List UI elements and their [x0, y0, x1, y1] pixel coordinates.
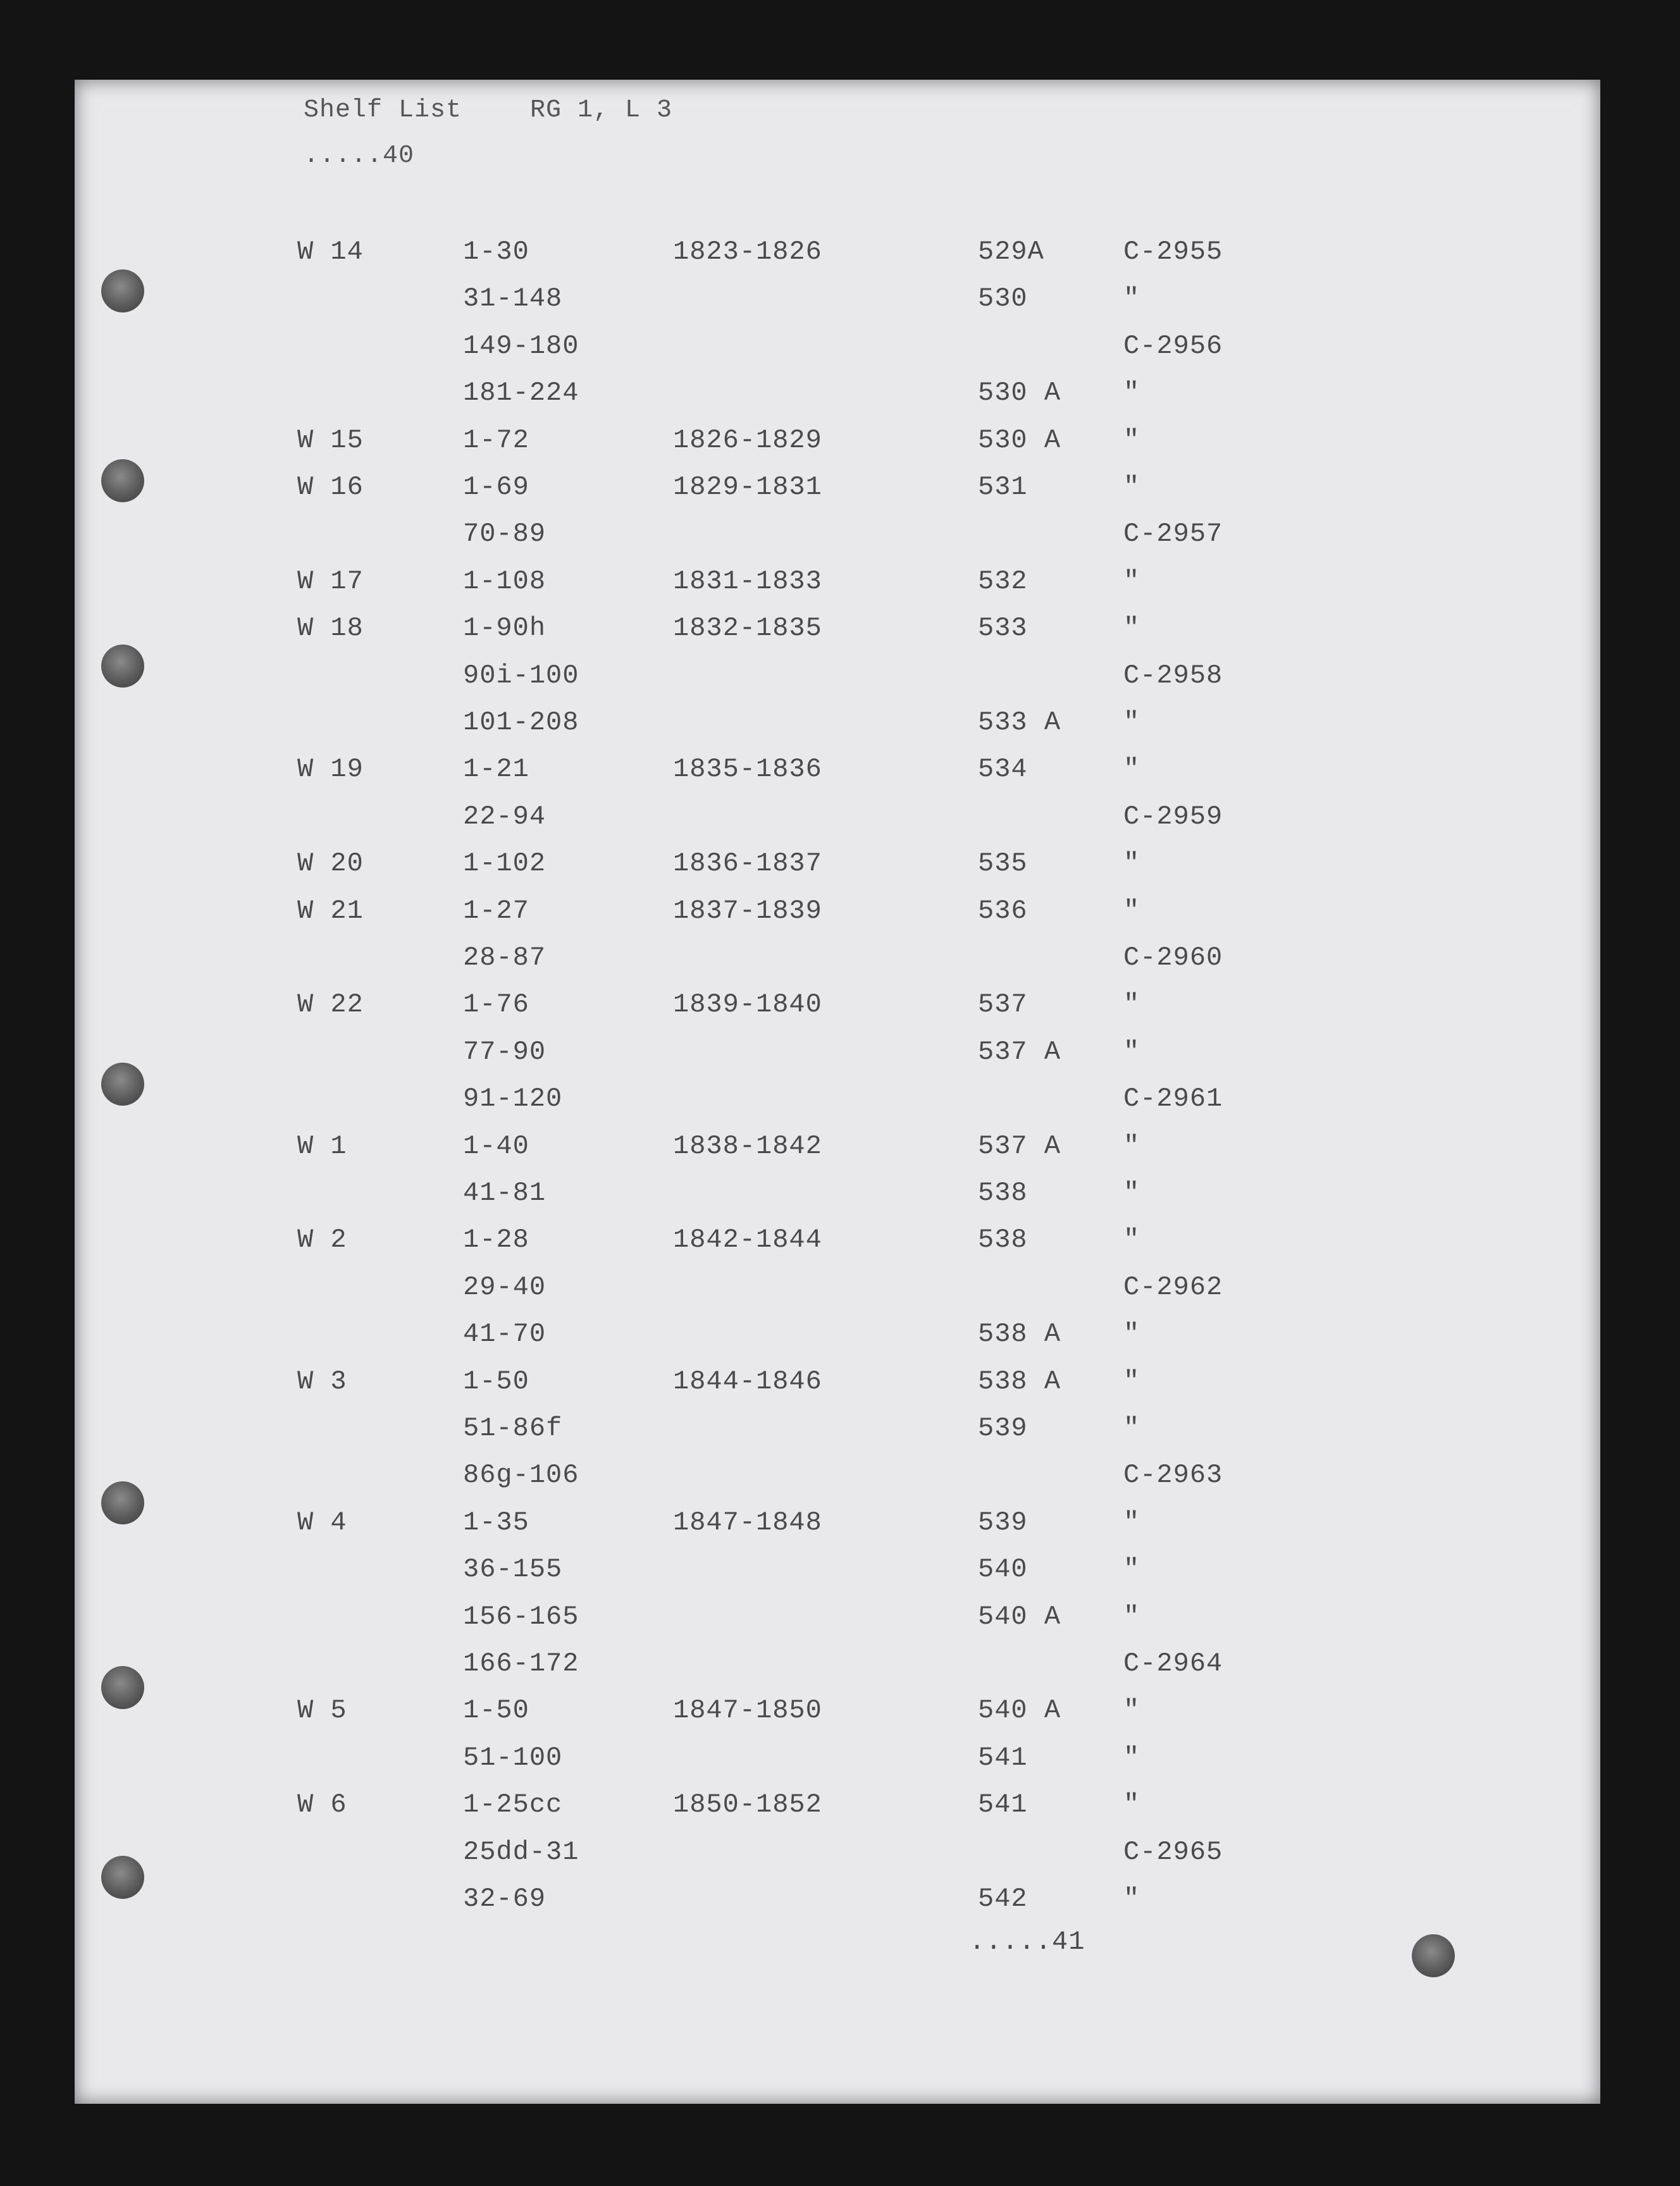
table-row: [75, 283, 1600, 321]
reel-number: C-2958: [1123, 660, 1223, 691]
document-page: [75, 80, 1600, 2104]
reel-number: C-2964: [1123, 1648, 1223, 1679]
item-range: 1-50: [463, 1366, 529, 1397]
shelf-list-title: Shelf List: [304, 96, 462, 125]
item-range: 51-100: [463, 1742, 563, 1773]
item-range: 1-35: [463, 1507, 529, 1538]
item-range: 1-21: [463, 754, 529, 785]
reel-number: ": [1123, 283, 1140, 314]
table-row: [75, 1272, 1600, 1310]
table-row: [75, 1084, 1600, 1121]
year-range: 1842-1844: [673, 1225, 822, 1256]
item-range: 36-155: [463, 1554, 563, 1585]
item-range: 91-120: [463, 1084, 563, 1115]
reel-number: ": [1123, 1413, 1140, 1443]
reel-number: C-2963: [1123, 1460, 1223, 1491]
volume-label: W 15: [297, 424, 364, 455]
table-row: [75, 848, 1600, 886]
reel-number: ": [1123, 1319, 1140, 1350]
box-number: 529A: [978, 237, 1044, 267]
item-range: 29-40: [463, 1271, 547, 1302]
reel-number: ": [1123, 1554, 1140, 1585]
table-row: [75, 1884, 1600, 1922]
box-number: 542: [978, 1884, 1028, 1914]
table-row: [75, 1602, 1600, 1640]
year-range: 1847-1848: [673, 1507, 822, 1538]
reel-number: C-2962: [1123, 1271, 1223, 1302]
punch-hole: [1412, 1934, 1455, 1977]
next-page-reference: .....41: [969, 1927, 1085, 1957]
item-range: 1-108: [463, 565, 547, 596]
reel-number: ": [1123, 1225, 1140, 1256]
box-number: 530 A: [978, 378, 1061, 409]
table-row: [75, 660, 1600, 698]
box-number: 534: [978, 754, 1028, 785]
reel-number: C-2956: [1123, 330, 1223, 361]
year-range: 1844-1846: [673, 1366, 822, 1397]
table-row: [75, 801, 1600, 839]
reel-number: ": [1123, 754, 1140, 785]
item-range: 32-69: [463, 1884, 547, 1914]
table-row: [75, 331, 1600, 369]
item-range: 1-90h: [463, 613, 547, 644]
year-range: 1850-1852: [673, 1789, 822, 1820]
year-range: 1823-1826: [673, 237, 822, 267]
box-number: 538: [978, 1178, 1028, 1208]
table-row: [75, 1554, 1600, 1592]
reel-number: C-2961: [1123, 1084, 1223, 1115]
item-range: 1-72: [463, 424, 529, 455]
box-number: 539: [978, 1507, 1028, 1538]
item-range: 28-87: [463, 942, 547, 973]
item-range: 166-172: [463, 1648, 579, 1679]
item-range: 1-28: [463, 1225, 529, 1256]
reel-number: ": [1123, 1695, 1140, 1726]
table-row: [75, 237, 1600, 275]
reel-number: ": [1123, 1130, 1140, 1161]
reel-number: ": [1123, 424, 1140, 455]
table-row: [75, 613, 1600, 651]
item-range: 77-90: [463, 1036, 547, 1067]
table-row: [75, 1789, 1600, 1827]
reel-number: ": [1123, 895, 1140, 926]
box-number: 537 A: [978, 1036, 1061, 1067]
box-number: 530 A: [978, 424, 1061, 455]
reel-number: ": [1123, 613, 1140, 644]
table-row: [75, 1225, 1600, 1263]
table-row: [75, 1319, 1600, 1357]
reel-number: C-2955: [1123, 237, 1223, 267]
year-range: 1836-1837: [673, 848, 822, 879]
reel-number: ": [1123, 472, 1140, 502]
table-row: [75, 519, 1600, 557]
reel-number: ": [1123, 1742, 1140, 1773]
box-number: 533: [978, 613, 1028, 644]
reel-number: ": [1123, 1366, 1140, 1397]
volume-label: W 22: [297, 989, 364, 1020]
box-number: 538: [978, 1225, 1028, 1256]
box-number: 537: [978, 989, 1028, 1020]
volume-label: W 16: [297, 472, 364, 502]
box-number: 540: [978, 1554, 1028, 1585]
table-row: [75, 566, 1600, 604]
box-number: 535: [978, 848, 1028, 879]
volume-label: W 2: [297, 1225, 347, 1256]
box-number: 540 A: [978, 1695, 1061, 1726]
item-range: 101-208: [463, 707, 579, 738]
year-range: 1831-1833: [673, 565, 822, 596]
item-range: 1-69: [463, 472, 529, 502]
year-range: 1837-1839: [673, 895, 822, 926]
box-number: 536: [978, 895, 1028, 926]
table-row: [75, 1366, 1600, 1404]
box-number: 538 A: [978, 1319, 1061, 1350]
box-number: 541: [978, 1789, 1028, 1820]
volume-label: W 18: [297, 613, 364, 644]
table-row: [75, 1507, 1600, 1545]
volume-label: W 1: [297, 1130, 347, 1161]
table-row: [75, 1460, 1600, 1498]
reel-number: ": [1123, 1507, 1140, 1538]
table-row: [75, 378, 1600, 416]
year-range: 1829-1831: [673, 472, 822, 502]
volume-label: W 4: [297, 1507, 347, 1538]
table-row: [75, 1743, 1600, 1781]
box-number: 537 A: [978, 1130, 1061, 1161]
item-range: 1-102: [463, 848, 547, 879]
year-range: 1826-1829: [673, 424, 822, 455]
record-group-label: RG 1, L 3: [530, 96, 673, 125]
item-range: 181-224: [463, 378, 579, 409]
reel-number: ": [1123, 707, 1140, 738]
volume-label: W 21: [297, 895, 364, 926]
volume-label: W 5: [297, 1695, 347, 1726]
item-range: 51-86f: [463, 1413, 563, 1443]
item-range: 1-50: [463, 1695, 529, 1726]
item-range: 90i-100: [463, 660, 579, 691]
item-range: 1-25cc: [463, 1789, 563, 1820]
table-row: [75, 1413, 1600, 1451]
reel-number: ": [1123, 848, 1140, 879]
reel-number: ": [1123, 1884, 1140, 1914]
box-number: 533 A: [978, 707, 1061, 738]
item-range: 41-81: [463, 1178, 547, 1208]
item-range: 25dd-31: [463, 1836, 579, 1867]
previous-page-reference: .....40: [304, 142, 415, 170]
table-row: [75, 472, 1600, 510]
reel-number: ": [1123, 1036, 1140, 1067]
item-range: 31-148: [463, 283, 563, 314]
volume-label: W 14: [297, 237, 364, 267]
volume-label: W 20: [297, 848, 364, 879]
item-range: 1-76: [463, 989, 529, 1020]
box-number: 539: [978, 1413, 1028, 1443]
year-range: 1832-1835: [673, 613, 822, 644]
table-row: [75, 1131, 1600, 1169]
volume-label: W 3: [297, 1366, 347, 1397]
table-row: [75, 1178, 1600, 1216]
box-number: 532: [978, 565, 1028, 596]
table-row: [75, 707, 1600, 745]
item-range: 149-180: [463, 330, 579, 361]
item-range: 1-40: [463, 1130, 529, 1161]
reel-number: C-2957: [1123, 519, 1223, 550]
box-number: 541: [978, 1742, 1028, 1773]
reel-number: C-2965: [1123, 1836, 1223, 1867]
item-range: 1-27: [463, 895, 529, 926]
reel-number: C-2960: [1123, 942, 1223, 973]
box-number: 540 A: [978, 1601, 1061, 1632]
item-range: 41-70: [463, 1319, 547, 1350]
reel-number: ": [1123, 565, 1140, 596]
year-range: 1838-1842: [673, 1130, 822, 1161]
item-range: 86g-106: [463, 1460, 579, 1491]
reel-number: ": [1123, 1789, 1140, 1820]
table-row: [75, 896, 1600, 934]
volume-label: W 6: [297, 1789, 347, 1820]
volume-label: W 17: [297, 565, 364, 596]
reel-number: ": [1123, 1601, 1140, 1632]
item-range: 156-165: [463, 1601, 579, 1632]
item-range: 22-94: [463, 801, 547, 832]
reel-number: C-2959: [1123, 801, 1223, 832]
table-row: [75, 1695, 1600, 1733]
reel-number: ": [1123, 378, 1140, 409]
table-row: [75, 989, 1600, 1027]
box-number: 538 A: [978, 1366, 1061, 1397]
box-number: 531: [978, 472, 1028, 502]
year-range: 1839-1840: [673, 989, 822, 1020]
item-range: 1-30: [463, 237, 529, 267]
reel-number: ": [1123, 1178, 1140, 1208]
table-row: [75, 425, 1600, 463]
table-row: [75, 1037, 1600, 1075]
year-range: 1835-1836: [673, 754, 822, 785]
item-range: 70-89: [463, 519, 547, 550]
table-row: [75, 1837, 1600, 1875]
volume-label: W 19: [297, 754, 364, 785]
reel-number: ": [1123, 989, 1140, 1020]
box-number: 530: [978, 283, 1028, 314]
table-row: [75, 942, 1600, 980]
year-range: 1847-1850: [673, 1695, 822, 1726]
table-row: [75, 754, 1600, 792]
table-row: [75, 1648, 1600, 1686]
